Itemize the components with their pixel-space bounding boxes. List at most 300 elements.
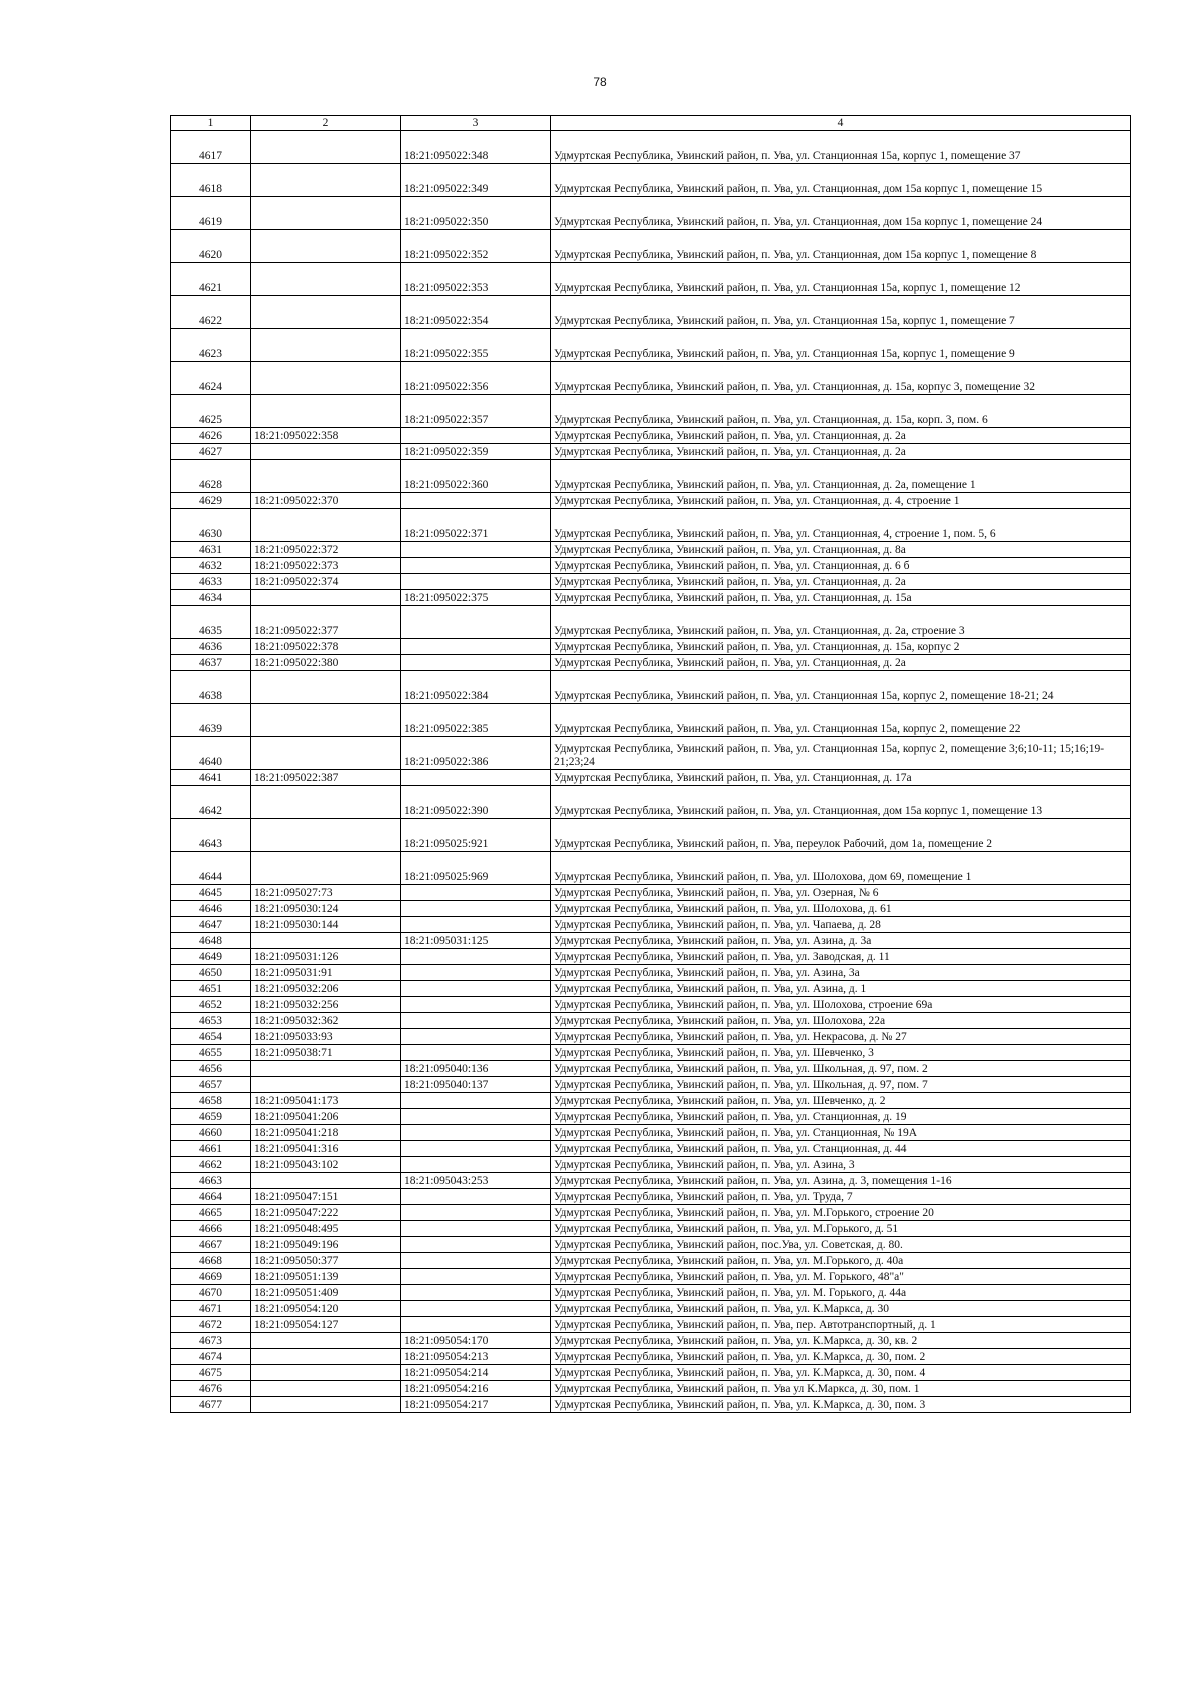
- address: Удмуртская Республика, Увинский район, п. Ува, ул. Станционная 15а, корпус 2, помещение 22: [551, 704, 1131, 737]
- cadastral-number-col3: [401, 1189, 551, 1205]
- cadastral-number-col2: [251, 131, 401, 164]
- row-number: 4640: [171, 737, 251, 770]
- cadastral-number-col2: 18:21:095041:173: [251, 1093, 401, 1109]
- address: Удмуртская Республика, Увинский район, п. Ува, ул. М.Горького, строение 20: [551, 1205, 1131, 1221]
- cadastral-number-col2: [251, 1333, 401, 1349]
- cadastral-number-col3: [401, 885, 551, 901]
- table-row: [171, 428, 1131, 444]
- cadastral-number-col2: 18:21:095054:127: [251, 1317, 401, 1333]
- cadastral-number-col2: 18:21:095022:370: [251, 493, 401, 509]
- address: Удмуртская Республика, Увинский район, п. Ува, ул. К.Маркса, д. 30, пом. 3: [551, 1397, 1131, 1413]
- row-number: 4669: [171, 1269, 251, 1285]
- address: Удмуртская Республика, Увинский район, п. Ува, ул. Некрасова, д. № 27: [551, 1029, 1131, 1045]
- cadastral-number-col3: [401, 1253, 551, 1269]
- row-number: 4650: [171, 965, 251, 981]
- address: Удмуртская Республика, Увинский район, п. Ува, ул. Станционная, д. 44: [551, 1141, 1131, 1157]
- cadastral-number-col2: [251, 1365, 401, 1381]
- row-number: 4660: [171, 1125, 251, 1141]
- row-number: 4653: [171, 1013, 251, 1029]
- cadastral-number-col2: 18:21:095047:222: [251, 1205, 401, 1221]
- address: Удмуртская Республика, Увинский район, п. Ува, ул. Станционная, № 19А: [551, 1125, 1131, 1141]
- cadastral-number-col2: 18:21:095031:91: [251, 965, 401, 981]
- cadastral-number-col3: 18:21:095022:350: [401, 197, 551, 230]
- cadastral-number-col3: 18:21:095022:354: [401, 296, 551, 329]
- cadastral-number-col2: 18:21:095032:206: [251, 981, 401, 997]
- row-number: 4675: [171, 1365, 251, 1381]
- address: Удмуртская Республика, Увинский район, п. Ува, ул. Станционная 15а, корпус 2, помещение 3;6;10-11; 15;16;19-21;23;24: [551, 737, 1131, 770]
- row-number: 4635: [171, 606, 251, 639]
- table-row: [171, 509, 1131, 542]
- cadastral-number-col3: 18:21:095040:136: [401, 1061, 551, 1077]
- cadastral-number-col2: 18:21:095022:358: [251, 428, 401, 444]
- address: Удмуртская Республика, Увинский район, п. Ува, ул. Труда, 7: [551, 1189, 1131, 1205]
- cadastral-number-col2: 18:21:095033:93: [251, 1029, 401, 1045]
- cadastral-number-col2: 18:21:095022:374: [251, 574, 401, 590]
- row-number: 4648: [171, 933, 251, 949]
- cadastral-number-col3: 18:21:095054:216: [401, 1381, 551, 1397]
- address: Удмуртская Республика, Увинский район, п. Ува, ул. Шолохова, строение 69а: [551, 997, 1131, 1013]
- row-number: 4638: [171, 671, 251, 704]
- cadastral-number-col2: [251, 704, 401, 737]
- address: Удмуртская Республика, Увинский район, п. Ува, ул. М. Горького, 48"а": [551, 1269, 1131, 1285]
- address: Удмуртская Республика, Увинский район, п. Ува, ул. Станционная, д. 2а: [551, 444, 1131, 460]
- row-number: 4637: [171, 655, 251, 671]
- row-number: 4618: [171, 164, 251, 197]
- row-number: 4659: [171, 1109, 251, 1125]
- row-number: 4665: [171, 1205, 251, 1221]
- table-row: [171, 933, 1131, 949]
- cadastral-number-col2: [251, 933, 401, 949]
- table-row: [171, 1237, 1131, 1253]
- cadastral-number-col2: 18:21:095022:378: [251, 639, 401, 655]
- cadastral-number-col3: [401, 1157, 551, 1173]
- header-row: [171, 116, 1131, 131]
- row-number: 4639: [171, 704, 251, 737]
- cadastral-number-col2: 18:21:095022:387: [251, 770, 401, 786]
- cadastral-number-col3: 18:21:095022:356: [401, 362, 551, 395]
- table-row: [171, 444, 1131, 460]
- cadastral-number-col2: 18:21:095032:362: [251, 1013, 401, 1029]
- cadastral-number-col3: 18:21:095054:217: [401, 1397, 551, 1413]
- cadastral-number-col2: 18:21:095054:120: [251, 1301, 401, 1317]
- address: Удмуртская Республика, Увинский район, п. Ува, ул. Шевченко, д. 2: [551, 1093, 1131, 1109]
- cadastral-number-col3: [401, 1285, 551, 1301]
- table-row: [171, 362, 1131, 395]
- table-row: [171, 770, 1131, 786]
- cadastral-number-col3: 18:21:095043:253: [401, 1173, 551, 1189]
- cadastral-number-col2: [251, 164, 401, 197]
- cadastral-number-col3: 18:21:095022:349: [401, 164, 551, 197]
- address: Удмуртская Республика, Увинский район, п. Ува, ул. Озерная, № 6: [551, 885, 1131, 901]
- table-row: [171, 590, 1131, 606]
- address: Удмуртская Республика, Увинский район, п. Ува, ул. Станционная, д. 2а, помещение 1: [551, 460, 1131, 493]
- row-number: 4629: [171, 493, 251, 509]
- page-number: 78: [593, 75, 607, 89]
- cadastral-number-col2: [251, 230, 401, 263]
- table-row: [171, 1125, 1131, 1141]
- cadastral-number-col3: 18:21:095022:384: [401, 671, 551, 704]
- table-row: [171, 1221, 1131, 1237]
- row-number: 4645: [171, 885, 251, 901]
- address: Удмуртская Республика, Увинский район, п. Ува, ул. К.Маркса, д. 30, пом. 4: [551, 1365, 1131, 1381]
- cadastral-number-col2: [251, 737, 401, 770]
- cadastral-number-col3: [401, 493, 551, 509]
- column-header-3: 3: [401, 116, 551, 131]
- table-row: [171, 737, 1131, 770]
- cadastral-number-col3: [401, 949, 551, 965]
- cadastral-number-col2: 18:21:095032:256: [251, 997, 401, 1013]
- cadastral-number-col3: 18:21:095040:137: [401, 1077, 551, 1093]
- cadastral-number-col3: [401, 1301, 551, 1317]
- table-row: [171, 1317, 1131, 1333]
- cadastral-number-col2: 18:21:095038:71: [251, 1045, 401, 1061]
- table-row: [171, 704, 1131, 737]
- table-row: [171, 671, 1131, 704]
- address: Удмуртская Республика, Увинский район, п. Ува, ул. Станционная, д. 8а: [551, 542, 1131, 558]
- cadastral-number-col3: 18:21:095025:969: [401, 852, 551, 885]
- table-row: [171, 263, 1131, 296]
- address: Удмуртская Республика, Увинский район, п. Ува, ул. Станционная, 4, строение 1, пом. 5, 6: [551, 509, 1131, 542]
- cadastral-number-col2: 18:21:095043:102: [251, 1157, 401, 1173]
- column-header-4: 4: [551, 116, 1131, 131]
- table-row: [171, 1285, 1131, 1301]
- address: Удмуртская Республика, Увинский район, п. Ува, переулок Рабочий, дом 1а, помещение 2: [551, 819, 1131, 852]
- column-header-2: 2: [251, 116, 401, 131]
- cadastral-number-col2: 18:21:095022:377: [251, 606, 401, 639]
- cadastral-number-col3: 18:21:095054:214: [401, 1365, 551, 1381]
- row-number: 4677: [171, 1397, 251, 1413]
- address: Удмуртская Республика, Увинский район, п. Ува, ул. Станционная, д. 15а: [551, 590, 1131, 606]
- cadastral-number-col2: 18:21:095051:139: [251, 1269, 401, 1285]
- cadastral-number-col3: 18:21:095022:355: [401, 329, 551, 362]
- address: Удмуртская Республика, Увинский район, п. Ува, ул. Заводская, д. 11: [551, 949, 1131, 965]
- table-row: [171, 901, 1131, 917]
- table-row: [171, 1189, 1131, 1205]
- table-row: [171, 493, 1131, 509]
- address: Удмуртская Республика, Увинский район, п. Ува, ул. Шолохова, дом 69, помещение 1: [551, 852, 1131, 885]
- row-number: 4663: [171, 1173, 251, 1189]
- table-row: [171, 296, 1131, 329]
- cadastral-number-col3: 18:21:095022:348: [401, 131, 551, 164]
- address: Удмуртская Республика, Увинский район, п. Ува, ул. Школьная, д. 97, пом. 2: [551, 1061, 1131, 1077]
- cadastral-number-col2: [251, 786, 401, 819]
- cadastral-number-col2: [251, 590, 401, 606]
- cadastral-number-col2: [251, 671, 401, 704]
- row-number: 4622: [171, 296, 251, 329]
- row-number: 4628: [171, 460, 251, 493]
- table-row: [171, 786, 1131, 819]
- table-row: [171, 1141, 1131, 1157]
- cadastral-number-col3: 18:21:095031:125: [401, 933, 551, 949]
- cadastral-number-col3: [401, 1045, 551, 1061]
- address: Удмуртская Республика, Увинский район, п. Ува, ул. К.Маркса, д. 30, кв. 2: [551, 1333, 1131, 1349]
- column-header-1: 1: [171, 116, 251, 131]
- cadastral-number-col3: 18:21:095022:385: [401, 704, 551, 737]
- address: Удмуртская Республика, Увинский район, п. Ува, ул. Станционная, д. 4, строение 1: [551, 493, 1131, 509]
- table-row: [171, 1093, 1131, 1109]
- row-number: 4633: [171, 574, 251, 590]
- address: Удмуртская Республика, Увинский район, п. Ува, ул. Станционная, д. 15а, корпус 2: [551, 639, 1131, 655]
- table-row: [171, 1109, 1131, 1125]
- cadastral-number-col2: 18:21:095022:373: [251, 558, 401, 574]
- row-number: 4630: [171, 509, 251, 542]
- cadastral-number-col2: 18:21:095027:73: [251, 885, 401, 901]
- cadastral-number-col2: 18:21:095041:316: [251, 1141, 401, 1157]
- cadastral-number-col2: [251, 1349, 401, 1365]
- cadastral-number-col3: [401, 428, 551, 444]
- cadastral-number-col3: [401, 1221, 551, 1237]
- table-row: [171, 1029, 1131, 1045]
- cadastral-number-col3: 18:21:095022:357: [401, 395, 551, 428]
- row-number: 4661: [171, 1141, 251, 1157]
- row-number: 4668: [171, 1253, 251, 1269]
- cadastral-number-col2: [251, 1077, 401, 1093]
- table-row: [171, 1173, 1131, 1189]
- table-row: [171, 542, 1131, 558]
- row-number: 4673: [171, 1333, 251, 1349]
- table-row: [171, 852, 1131, 885]
- address: Удмуртская Республика, Увинский район, п. Ува, ул. Азина, д. 1: [551, 981, 1131, 997]
- cadastral-number-col2: [251, 1061, 401, 1077]
- cadastral-number-col2: [251, 509, 401, 542]
- row-number: 4632: [171, 558, 251, 574]
- cadastral-number-col2: [251, 1381, 401, 1397]
- cadastral-number-col3: 18:21:095054:170: [401, 1333, 551, 1349]
- cadastral-number-col3: 18:21:095022:359: [401, 444, 551, 460]
- cadastral-number-col2: 18:21:095041:206: [251, 1109, 401, 1125]
- row-number: 4649: [171, 949, 251, 965]
- cadastral-number-col3: [401, 770, 551, 786]
- address: Удмуртская Республика, Увинский район, п. Ува, ул. Станционная, дом 15а корпус 1, помещение 13: [551, 786, 1131, 819]
- row-number: 4627: [171, 444, 251, 460]
- table-row: [171, 1077, 1131, 1093]
- row-number: 4662: [171, 1157, 251, 1173]
- address: Удмуртская Республика, Увинский район, п. Ува, ул. Станционная 15а, корпус 1, помещение 9: [551, 329, 1131, 362]
- cadastral-number-col2: 18:21:095022:372: [251, 542, 401, 558]
- cadastral-number-col3: [401, 917, 551, 933]
- cadastral-number-col3: 18:21:095022:390: [401, 786, 551, 819]
- address: Удмуртская Республика, Увинский район, п. Ува, ул. Станционная 15а, корпус 1, помещение 12: [551, 263, 1131, 296]
- address: Удмуртская Республика, Увинский район, п. Ува, ул. К.Маркса, д. 30: [551, 1301, 1131, 1317]
- table-row: [171, 606, 1131, 639]
- row-number: 4674: [171, 1349, 251, 1365]
- row-number: 4623: [171, 329, 251, 362]
- cadastral-number-col2: 18:21:095030:124: [251, 901, 401, 917]
- address: Удмуртская Республика, Увинский район, п. Ува, ул. Станционная, дом 15а корпус 1, помещение 15: [551, 164, 1131, 197]
- address: Удмуртская Республика, Увинский район, п. Ува, ул. Азина, д. 3, помещения 1-16: [551, 1173, 1131, 1189]
- cadastral-number-col2: [251, 263, 401, 296]
- row-number: 4651: [171, 981, 251, 997]
- table-row: [171, 164, 1131, 197]
- cadastral-number-col3: [401, 542, 551, 558]
- cadastral-number-col2: [251, 444, 401, 460]
- address: Удмуртская Республика, Увинский район, п. Ува, ул. Шевченко, 3: [551, 1045, 1131, 1061]
- cadastral-number-col3: [401, 965, 551, 981]
- cadastral-number-col3: 18:21:095022:352: [401, 230, 551, 263]
- cadastral-number-col3: [401, 1269, 551, 1285]
- address: Удмуртская Республика, Увинский район, п. Ува, ул. Станционная, д. 2а: [551, 428, 1131, 444]
- cadastral-number-col3: 18:21:095022:375: [401, 590, 551, 606]
- row-number: 4624: [171, 362, 251, 395]
- address: Удмуртская Республика, Увинский район, п. Ува, ул. Станционная, д. 2а: [551, 574, 1131, 590]
- cadastral-number-col3: 18:21:095022:360: [401, 460, 551, 493]
- registry-table: [170, 115, 1131, 1413]
- row-number: 4625: [171, 395, 251, 428]
- table-row: [171, 1061, 1131, 1077]
- row-number: 4621: [171, 263, 251, 296]
- cadastral-number-col2: 18:21:095030:144: [251, 917, 401, 933]
- row-number: 4636: [171, 639, 251, 655]
- cadastral-number-col2: [251, 1397, 401, 1413]
- address: Удмуртская Республика, Увинский район, п. Ува ул К.Маркса, д. 30, пом. 1: [551, 1381, 1131, 1397]
- row-number: 4676: [171, 1381, 251, 1397]
- address: Удмуртская Республика, Увинский район, п. Ува, ул. Шолохова, 22а: [551, 1013, 1131, 1029]
- address: Удмуртская Республика, Увинский район, п. Ува, ул. М. Горького, д. 44а: [551, 1285, 1131, 1301]
- row-number: 4657: [171, 1077, 251, 1093]
- table-row: [171, 1349, 1131, 1365]
- table-row: [171, 1333, 1131, 1349]
- cadastral-number-col3: [401, 655, 551, 671]
- address: Удмуртская Республика, Увинский район, п. Ува, ул. К.Маркса, д. 30, пом. 2: [551, 1349, 1131, 1365]
- row-number: 4634: [171, 590, 251, 606]
- cadastral-number-col3: 18:21:095025:921: [401, 819, 551, 852]
- row-number: 4666: [171, 1221, 251, 1237]
- cadastral-number-col2: [251, 197, 401, 230]
- address: Удмуртская Республика, Увинский район, п. Ува, ул. Станционная 15а, корпус 1, помещение 37: [551, 131, 1131, 164]
- table-body: [171, 131, 1131, 1413]
- row-number: 4643: [171, 819, 251, 852]
- row-number: 4617: [171, 131, 251, 164]
- cadastral-number-col2: [251, 819, 401, 852]
- address: Удмуртская Республика, Увинский район, п. Ува, ул. Азина, д. 3а: [551, 933, 1131, 949]
- address: Удмуртская Республика, Увинский район, п. Ува, ул. Станционная 15а, корпус 1, помещение 7: [551, 296, 1131, 329]
- row-number: 4658: [171, 1093, 251, 1109]
- cadastral-number-col3: [401, 1013, 551, 1029]
- table-row: [171, 1397, 1131, 1413]
- row-number: 4672: [171, 1317, 251, 1333]
- address: Удмуртская Республика, Увинский район, п. Ува, ул. М.Горького, д. 40а: [551, 1253, 1131, 1269]
- cadastral-number-col3: [401, 639, 551, 655]
- cadastral-number-col3: [401, 558, 551, 574]
- table-row: [171, 819, 1131, 852]
- cadastral-number-col2: 18:21:095047:151: [251, 1189, 401, 1205]
- cadastral-number-col3: [401, 1029, 551, 1045]
- table-row: [171, 1157, 1131, 1173]
- table-row: [171, 460, 1131, 493]
- cadastral-number-col3: [401, 1141, 551, 1157]
- cadastral-number-col3: [401, 1093, 551, 1109]
- address: Удмуртская Республика, Увинский район, п. Ува, ул. Чапаева, д. 28: [551, 917, 1131, 933]
- address: Удмуртская Республика, Увинский район, п. Ува, ул. Азина, 3: [551, 1157, 1131, 1173]
- cadastral-number-col3: [401, 1205, 551, 1221]
- row-number: 4646: [171, 901, 251, 917]
- table-row: [171, 1205, 1131, 1221]
- cadastral-number-col3: [401, 1237, 551, 1253]
- cadastral-number-col2: [251, 852, 401, 885]
- row-number: 4619: [171, 197, 251, 230]
- cadastral-number-col3: [401, 981, 551, 997]
- row-number: 4631: [171, 542, 251, 558]
- cadastral-number-col3: [401, 1109, 551, 1125]
- address: Удмуртская Республика, Увинский район, п. Ува, ул. Станционная, д. 6 б: [551, 558, 1131, 574]
- cadastral-number-col2: 18:21:095049:196: [251, 1237, 401, 1253]
- address: Удмуртская Республика, Увинский район, п. Ува, ул. Азина, 3а: [551, 965, 1131, 981]
- row-number: 4620: [171, 230, 251, 263]
- cadastral-number-col3: [401, 574, 551, 590]
- row-number: 4670: [171, 1285, 251, 1301]
- table-row: [171, 655, 1131, 671]
- address: Удмуртская Республика, Увинский район, п. Ува, ул. Шолохова, д. 61: [551, 901, 1131, 917]
- table-row: [171, 981, 1131, 997]
- cadastral-number-col2: 18:21:095022:380: [251, 655, 401, 671]
- address: Удмуртская Республика, Увинский район, п. Ува, ул. Станционная, дом 15а корпус 1, помещение 8: [551, 230, 1131, 263]
- row-number: 4626: [171, 428, 251, 444]
- table-row: [171, 558, 1131, 574]
- table-row: [171, 885, 1131, 901]
- table-row: [171, 1365, 1131, 1381]
- cadastral-number-col3: [401, 1317, 551, 1333]
- table-row: [171, 1381, 1131, 1397]
- cadastral-number-col2: 18:21:095048:495: [251, 1221, 401, 1237]
- table-row: [171, 395, 1131, 428]
- table-row: [171, 329, 1131, 362]
- address: Удмуртская Республика, Увинский район, п. Ува, ул. М.Горького, д. 51: [551, 1221, 1131, 1237]
- row-number: 4644: [171, 852, 251, 885]
- table-row: [171, 917, 1131, 933]
- cadastral-number-col2: [251, 329, 401, 362]
- table-row: [171, 1045, 1131, 1061]
- table-row: [171, 1013, 1131, 1029]
- cadastral-number-col2: 18:21:095041:218: [251, 1125, 401, 1141]
- table-row: [171, 639, 1131, 655]
- cadastral-number-col3: 18:21:095022:353: [401, 263, 551, 296]
- table-row: [171, 1269, 1131, 1285]
- table-row: [171, 574, 1131, 590]
- address: Удмуртская Республика, Увинский район, пос.Ува, ул. Советская, д. 80.: [551, 1237, 1131, 1253]
- row-number: 4654: [171, 1029, 251, 1045]
- row-number: 4656: [171, 1061, 251, 1077]
- cadastral-number-col3: [401, 606, 551, 639]
- cadastral-number-col3: [401, 997, 551, 1013]
- address: Удмуртская Республика, Увинский район, п. Ува, ул. Школьная, д. 97, пом. 7: [551, 1077, 1131, 1093]
- table-row: [171, 1301, 1131, 1317]
- address: Удмуртская Республика, Увинский район, п. Ува, ул. Станционная, д. 2а, строение 3: [551, 606, 1131, 639]
- cadastral-number-col3: 18:21:095022:386: [401, 737, 551, 770]
- address: Удмуртская Республика, Увинский район, п. Ува, ул. Станционная, д. 2а: [551, 655, 1131, 671]
- table-row: [171, 230, 1131, 263]
- address: Удмуртская Республика, Увинский район, п. Ува, ул. Станционная, д. 17а: [551, 770, 1131, 786]
- address: Удмуртская Республика, Увинский район, п. Ува, ул. Станционная, д. 19: [551, 1109, 1131, 1125]
- row-number: 4667: [171, 1237, 251, 1253]
- table-row: [171, 997, 1131, 1013]
- cadastral-number-col2: [251, 460, 401, 493]
- cadastral-number-col2: [251, 362, 401, 395]
- address: Удмуртская Республика, Увинский район, п. Ува, пер. Автотранспортный, д. 1: [551, 1317, 1131, 1333]
- cadastral-number-col3: [401, 901, 551, 917]
- address: Удмуртская Республика, Увинский район, п. Ува, ул. Станционная, дом 15а корпус 1, помещение 24: [551, 197, 1131, 230]
- cadastral-number-col2: [251, 395, 401, 428]
- address: Удмуртская Республика, Увинский район, п. Ува, ул. Станционная, д. 15а, корпус 3, помещение 32: [551, 362, 1131, 395]
- cadastral-number-col2: 18:21:095050:377: [251, 1253, 401, 1269]
- cadastral-number-col2: 18:21:095031:126: [251, 949, 401, 965]
- address: Удмуртская Республика, Увинский район, п. Ува, ул. Станционная, д. 15а, корп. 3, пом. 6: [551, 395, 1131, 428]
- row-number: 4642: [171, 786, 251, 819]
- row-number: 4641: [171, 770, 251, 786]
- table-row: [171, 1253, 1131, 1269]
- cadastral-number-col2: [251, 1173, 401, 1189]
- address: Удмуртская Республика, Увинский район, п. Ува, ул. Станционная 15а, корпус 2, помещение 18-21; 24: [551, 671, 1131, 704]
- table-row: [171, 949, 1131, 965]
